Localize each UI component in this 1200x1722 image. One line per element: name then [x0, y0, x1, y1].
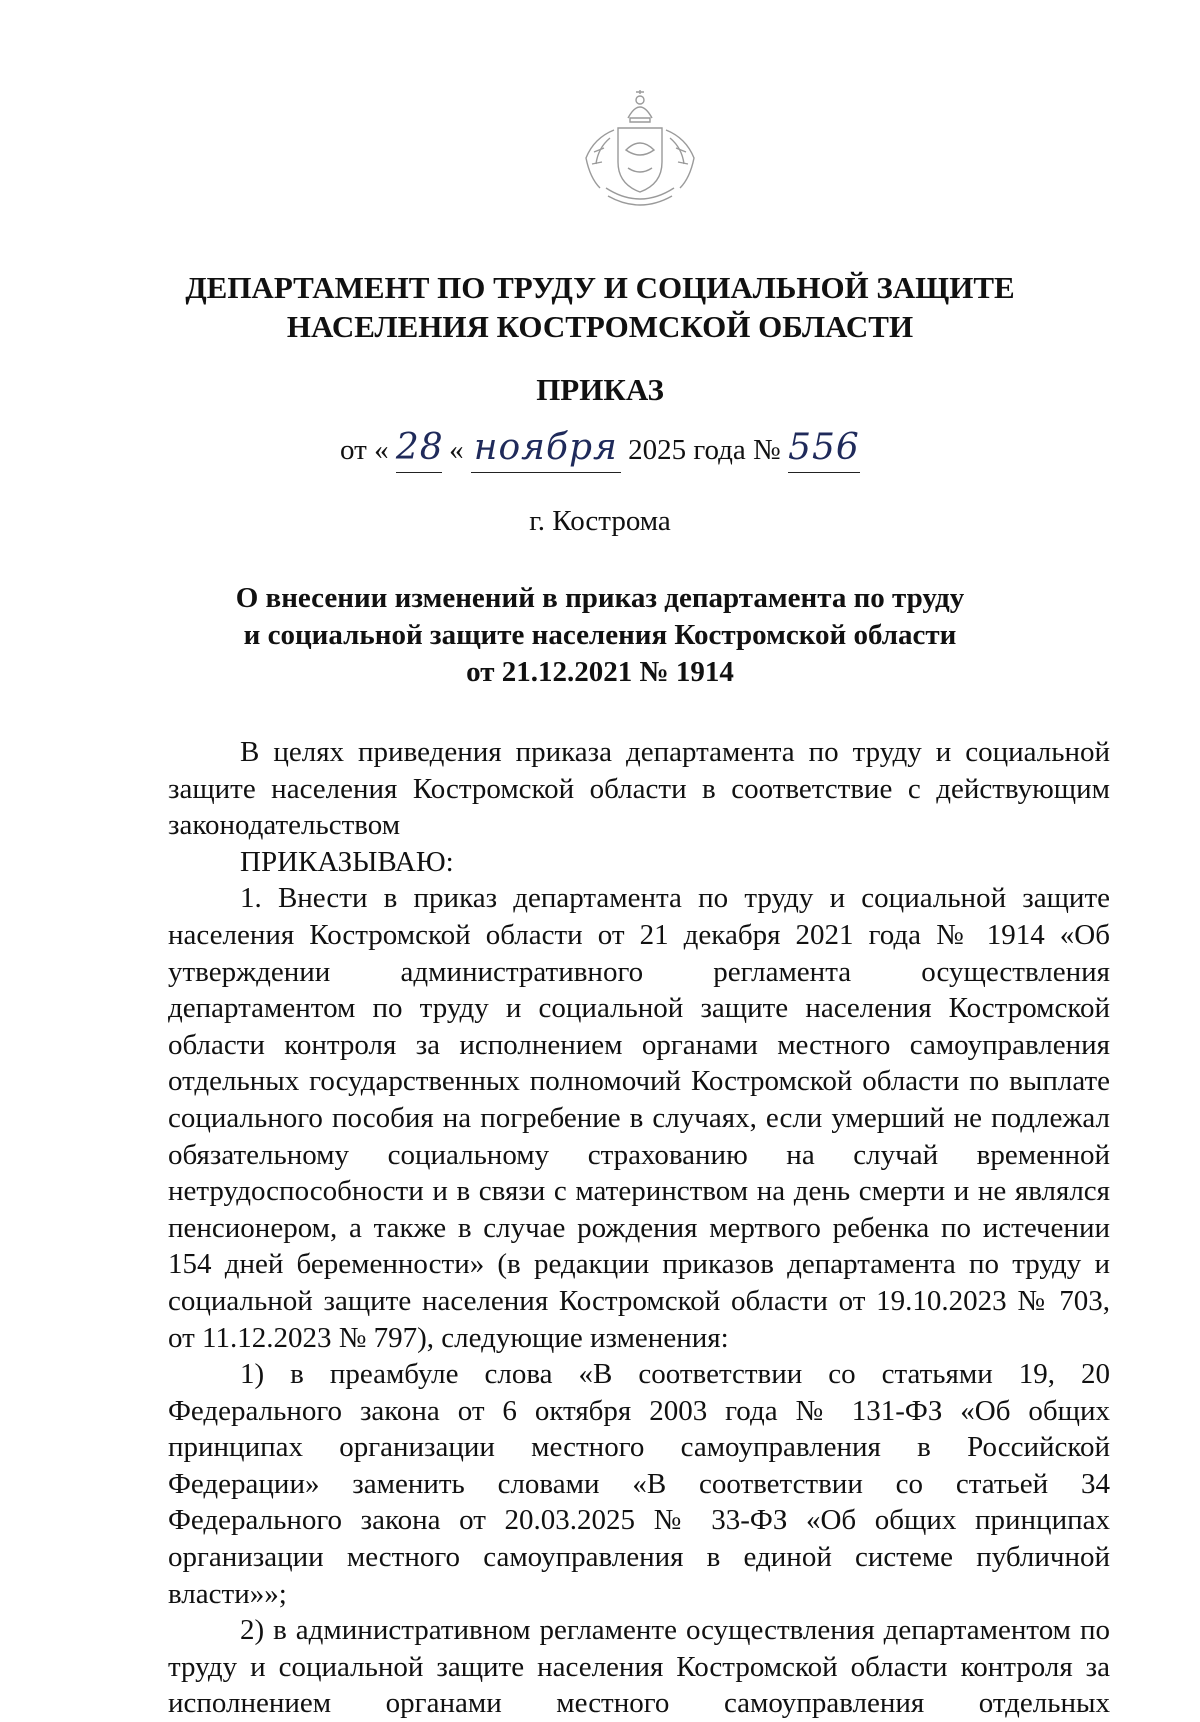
- date-quote: «: [449, 434, 464, 466]
- subitem-2-paragraph: 2) в административном регламенте осуществления департаментом по труду и социальной защите населения Костромской области контроля за исполнением органами местного самоуправления отдельных: [168, 1614, 1110, 1720]
- date-month-handwritten: ноября: [471, 424, 621, 473]
- date-year-text: 2025 года №: [628, 434, 781, 466]
- order-number-handwritten: 556: [788, 424, 860, 473]
- department-heading: [0, 268, 1200, 346]
- date-prefix: от «: [340, 434, 389, 466]
- city-line: г. Кострома: [529, 505, 671, 537]
- subject-line-1: О внесении изменений в приказ департамента по труду: [235, 582, 965, 614]
- date-number-line: [0, 424, 1200, 474]
- order-subject: [0, 580, 1200, 691]
- subitem-1-paragraph: 1) в преамбуле слова «В соответствии со статьями 19, 20 Федерального закона от 6 октября 2003 года № 131-ФЗ «Об общих принципах организации местного самоуправления в Российской Федерации» заменить словами «В соответствии со статьей 34 Федерального закона от 20.03.2025 № 33-ФЗ «Об общих принципах организации местного самоуправления в единой системе публичной власти»»;: [168, 1358, 1110, 1610]
- date-day-handwritten: 28: [396, 424, 442, 473]
- coat-of-arms-emblem: [570, 88, 710, 216]
- subject-line-3: от 21.12.2021 № 1914: [466, 656, 734, 688]
- document-type-title: ПРИКАЗ: [536, 372, 664, 407]
- department-line-2: НАСЕЛЕНИЯ КОСТРОМСКОЙ ОБЛАСТИ: [286, 309, 914, 344]
- order-body: [168, 734, 1110, 1722]
- item-1-paragraph: 1. Внести в приказ департамента по труду и социальной защите населения Костромской области от 21 декабря 2021 года № 1914 «Об утверждении административного регламента осуществления департаментом по труду и социальной защите населения Костромской области контроля за исполнением органами местного самоуправления отдельных государственных полномочий Костромской области по выплате социального пособия на погребение в случаях, если умерший не подлежал обязательному социальному страхованию на случай временной нетрудоспособности и в связи с материнством на день смерти и не являлся пенсионером, а также в случае рождения мертвого ребенка по истечении 154 дней беременности» (в редакции приказов департамента по труду и социальной защите населения Костромской области от 19.10.2023 № 703, от 11.12.2023 № 797), следующие изменения:: [168, 882, 1110, 1354]
- order-word: ПРИКАЗЫВАЮ:: [240, 845, 454, 878]
- subject-line-2: и социальной защите населения Костромской области: [243, 619, 957, 651]
- preamble-paragraph: В целях приведения приказа департамента по труду и социальной защите населения Костромской области в соответствие с действующим законодательством: [168, 736, 1110, 842]
- department-line-1: ДЕПАРТАМЕНТ ПО ТРУДУ И СОЦИАЛЬНОЙ ЗАЩИТЕ: [185, 270, 1015, 305]
